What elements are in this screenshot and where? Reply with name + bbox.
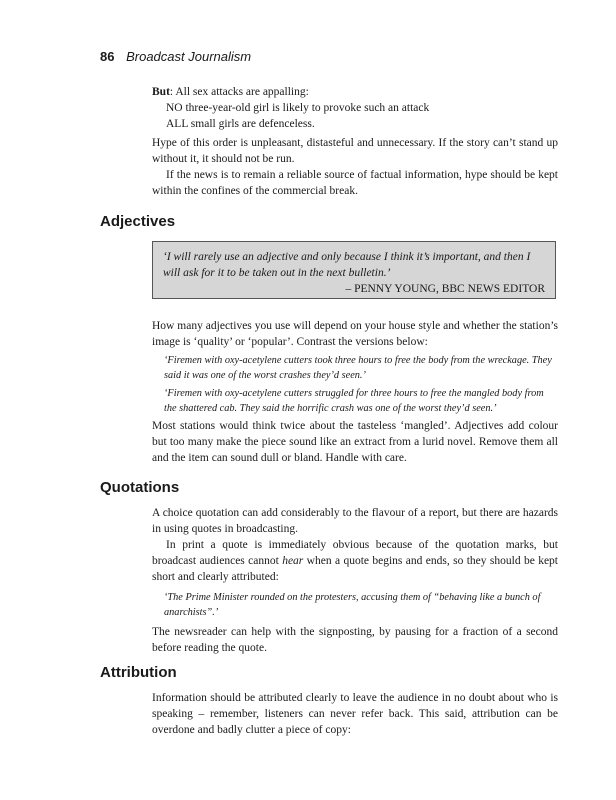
intro-paragraphs xyxy=(152,135,558,199)
attribution-paragraph-1: Information should be attributed clearly to leave the audience in no doubt about who is speaking – remember, listeners can never refer back. This said, attribution can be overdone and badly clutter a piece of copy: xyxy=(152,692,558,736)
attribution-body xyxy=(152,690,558,738)
intro-paragraph-1: Hype of this order is unpleasant, distasteful and unnecessary. If the story can’t stand up without it, it should not be run. xyxy=(152,137,558,165)
intro-section xyxy=(152,84,558,132)
running-header xyxy=(100,49,251,64)
adjectives-body xyxy=(152,318,558,466)
intro-but-line: But: All sex attacks are appalling: xyxy=(152,86,309,98)
quotations-body xyxy=(152,505,558,656)
pull-quote-text: ‘I will rarely use an adjective and only because I think it’s important, and then I will ask for it to be taken out in the next bulletin.’ xyxy=(163,251,531,279)
adjectives-heading: Adjectives xyxy=(100,213,176,230)
pull-quote-attribution: – PENNY YOUNG, BBC NEWS EDITOR xyxy=(345,283,545,295)
quotations-paragraph-2: In print a quote is immediately obvious because of the quotation marks, but broadcast audiences cannot hear when a quote begins and ends, so they should be kept short and clearly attributed: xyxy=(152,539,558,583)
adjectives-paragraph-1: How many adjectives you use will depend on your house style and whether the station’s image is ‘quality’ or ‘popular’. Contrast the versions below: xyxy=(152,320,558,348)
adjectives-paragraph-2: Most stations would think twice about the tasteless ‘mangled’. Adjectives add colour but too many make the piece sound like an extract from a lurid novel. Remove them all and the item can sound dull or bland. Handle with care. xyxy=(152,420,558,464)
example-quote-1: ‘Firemen with oxy-acetylene cutters took three hours to free the body from the wreckage. They said it was one of the worst crashes they’d seen.’ xyxy=(164,355,552,381)
intro-line-1: NO three-year-old girl is likely to provoke such an attack xyxy=(166,102,430,114)
quotations-paragraph-1: A choice quotation can add considerably to the flavour of a report, but there are hazards in using quotes in broadcasting. xyxy=(152,507,558,535)
attribution-heading: Attribution xyxy=(100,664,177,681)
book-title: Broadcast Journalism xyxy=(126,49,252,64)
quotations-heading: Quotations xyxy=(100,479,180,496)
intro-paragraph-2: If the news is to remain a reliable source of factual information, hype should be kept within the confines of the commercial break. xyxy=(152,169,558,197)
example-quote-2: ‘Firemen with oxy-acetylene cutters struggled for three hours to free the mangled body from the shattered cab. They said the horrific crash was one of the worst they’d seen.’ xyxy=(164,388,544,414)
quotations-paragraph-3: The newsreader can help with the signposting, by pausing for a fraction of a second before reading the quote. xyxy=(152,626,558,654)
pull-quote-box xyxy=(152,241,556,299)
quotation-example: ‘The Prime Minister rounded on the protesters, accusing them of “behaving like a bunch of anarchists”.’ xyxy=(164,592,541,618)
but-label: But xyxy=(152,86,170,98)
intro-line-2: ALL small girls are defenceless. xyxy=(166,118,315,130)
page-number: 86 xyxy=(100,49,115,64)
